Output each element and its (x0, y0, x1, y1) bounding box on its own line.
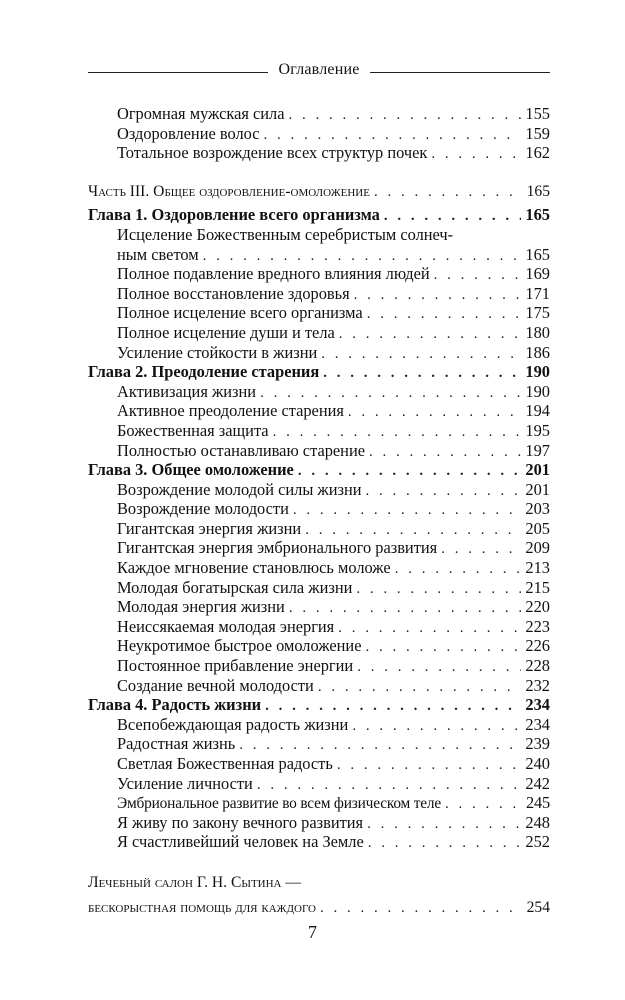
table-of-contents (88, 104, 550, 917)
toc-entry[interactable] (88, 441, 550, 461)
entry-page: 209 (525, 538, 550, 558)
entry-page: 165 (525, 244, 550, 264)
entry-title: Оздоровление волос (117, 123, 260, 143)
toc-entry[interactable] (88, 597, 550, 617)
entry-title: Я счастливейший человек на Земле (117, 832, 364, 852)
entry-title: Возрождение молодости (117, 499, 289, 519)
leader-dots (369, 443, 521, 463)
salon-page: 254 (526, 898, 550, 916)
toc-chapter-heading[interactable] (88, 695, 550, 715)
toc-entry[interactable] (88, 104, 550, 124)
chapter-page: 201 (525, 460, 550, 480)
toc-entry[interactable] (88, 578, 550, 598)
entry-page: 195 (525, 420, 550, 440)
entry-title: Возрождение молодой силы жизни (117, 479, 362, 499)
toc-entry[interactable] (88, 343, 550, 363)
leader-dots (348, 403, 521, 423)
entry-page: 186 (525, 342, 550, 362)
part-title: Часть III. Общее оздоровление-омоложение (88, 182, 370, 200)
chapter-page: 190 (525, 362, 550, 382)
chapter-page: 234 (525, 695, 550, 715)
salon-title-cont: бескорыстная помощь для каждого (88, 898, 317, 916)
toc-chapter-heading[interactable] (88, 460, 550, 480)
entry-title: Полное исцеление всего организма (117, 303, 363, 323)
leader-dots (431, 145, 521, 165)
chapter-title: Глава 1. Оздоровление всего организма (88, 205, 380, 225)
toc-entry[interactable] (88, 143, 550, 163)
toc-entry[interactable] (88, 832, 550, 852)
leader-dots (441, 540, 521, 560)
leader-dots (374, 183, 523, 203)
entry-page: 175 (525, 303, 550, 323)
entry-title: Божественная защита (117, 420, 269, 440)
entry-page: 155 (525, 104, 550, 123)
entry-page: 201 (525, 479, 550, 499)
entry-page: 239 (525, 734, 550, 754)
toc-entry[interactable] (88, 284, 550, 304)
entry-page: 203 (525, 499, 550, 519)
toc-entry-line2[interactable] (88, 245, 550, 265)
entry-page: 234 (525, 714, 550, 734)
entry-page: 169 (525, 264, 550, 284)
entry-title: Я живу по закону вечного развития (117, 812, 364, 832)
leader-dots (339, 325, 522, 345)
toc-entry[interactable] (88, 519, 550, 539)
toc-salon-line1[interactable] (88, 873, 550, 893)
toc-entry[interactable] (88, 382, 550, 402)
entry-page: 242 (525, 773, 550, 793)
entry-page: 180 (525, 322, 550, 342)
toc-chapter-heading[interactable] (88, 205, 550, 225)
toc-entry[interactable] (88, 734, 550, 754)
toc-part-heading[interactable] (88, 182, 550, 202)
entry-page: 162 (525, 143, 550, 163)
toc-entry[interactable] (88, 813, 550, 833)
toc-entry[interactable] (88, 656, 550, 676)
entry-page: 213 (525, 558, 550, 578)
toc-entry-line1[interactable] (88, 225, 550, 245)
toc-entry[interactable] (88, 499, 550, 519)
leader-dots (367, 815, 521, 835)
chapter-title: Глава 4. Радость жизни (88, 695, 262, 715)
entry-title: Гигантская энергия эмбрионального развития (117, 538, 438, 558)
entry-page: 171 (525, 283, 550, 303)
leader-dots (337, 756, 522, 776)
entry-title: Неукротимое быстрое омоложение (117, 636, 362, 656)
toc-entry[interactable] (88, 538, 550, 558)
header-rule-right (370, 72, 550, 73)
entry-page: 240 (525, 754, 550, 773)
toc-entry[interactable] (88, 676, 550, 696)
entry-page: 197 (525, 440, 550, 460)
chapter-title: Глава 3. Общее омоложение (88, 460, 294, 480)
spacer (88, 163, 550, 182)
entry-page: 245 (526, 793, 550, 813)
toc-entry[interactable] (88, 617, 550, 637)
toc-entry[interactable] (88, 793, 550, 813)
toc-entry[interactable] (88, 480, 550, 500)
toc-entry[interactable] (88, 401, 550, 421)
leader-dots (352, 717, 521, 737)
entry-title: Полное исцеление души и тела (117, 322, 335, 342)
entry-title: Светлая Божественная радость (117, 754, 333, 773)
toc-entry[interactable] (88, 421, 550, 441)
entry-title: Тотальное возрождение всех структур почек (117, 143, 428, 163)
leader-dots (365, 638, 521, 658)
entry-page: 220 (525, 597, 550, 617)
entry-title: Постоянное прибавление энергии (117, 656, 354, 676)
entry-title: Неиссякаемая молодая энергия (117, 616, 335, 636)
toc-entry[interactable] (88, 303, 550, 323)
entry-page: 194 (525, 401, 550, 421)
toc-entry[interactable] (88, 715, 550, 735)
leader-dots (293, 501, 522, 521)
chapter-page: 165 (525, 205, 550, 225)
leader-dots (320, 899, 523, 919)
entry-title: Исцеление Божественным серебристым солнеч- (117, 224, 454, 244)
entry-page: 215 (525, 577, 550, 597)
entry-title: Огромная мужская сила (117, 104, 285, 123)
leader-dots (257, 776, 522, 796)
leader-dots (321, 345, 521, 365)
toc-entry[interactable] (88, 558, 550, 578)
header-title: Оглавление (278, 61, 360, 78)
toc-chapter-heading[interactable] (88, 362, 550, 382)
leader-dots (354, 286, 522, 306)
header-rule-left (88, 72, 268, 73)
entry-page: 228 (525, 656, 550, 676)
leader-dots (318, 678, 522, 698)
entry-title: Эмбриональное развитие во всем физическом теле (117, 795, 441, 813)
entry-title: Создание вечной молодости (117, 675, 314, 695)
toc-entry[interactable] (88, 124, 550, 144)
entry-title: Всепобеждающая радость жизни (117, 714, 349, 734)
leader-dots (368, 834, 522, 854)
spacer (88, 852, 550, 873)
entry-page: 223 (525, 616, 550, 636)
toc-salon-line2[interactable] (88, 898, 550, 918)
section-top-list (88, 104, 550, 163)
entry-title: Молодая энергия жизни (117, 597, 285, 617)
toc-entry[interactable] (88, 264, 550, 284)
entry-title: Молодая богатырская сила жизни (117, 577, 353, 597)
toc-entry[interactable] (88, 636, 550, 656)
entry-title: Активное преодоление старения (117, 401, 344, 421)
entry-page: 232 (525, 675, 550, 695)
entry-title: Полное восстановление здоровья (117, 283, 350, 303)
leader-dots (357, 658, 521, 678)
toc-entry[interactable] (88, 774, 550, 794)
salon-title: Лечебный салон Г. Н. Сытина — (88, 873, 301, 891)
running-header (88, 58, 550, 82)
chapter-title: Глава 2. Преодоление старения (88, 362, 320, 382)
entry-title: Усиление стойкости в жизни (117, 342, 318, 362)
entry-page: 226 (525, 636, 550, 656)
entry-page: 190 (525, 381, 550, 401)
toc-entry[interactable] (88, 754, 550, 774)
entry-title: Радостная жизнь (117, 734, 236, 754)
leader-dots (367, 305, 522, 325)
leader-dots (323, 364, 521, 384)
leader-dots (356, 580, 521, 600)
leader-dots (366, 482, 522, 502)
entry-page: 252 (525, 832, 550, 852)
entry-title-cont: ным светом (117, 244, 199, 264)
leader-dots (395, 560, 522, 580)
entry-title: Полное подавление вредного влияния людей (117, 264, 430, 284)
entry-page: 248 (525, 812, 550, 832)
page-number: 7 (308, 922, 317, 942)
leader-dots (445, 795, 522, 815)
leader-dots (434, 266, 522, 286)
entry-title: Полностью останавливаю старение (117, 440, 366, 460)
entry-page: 205 (525, 518, 550, 538)
leader-dots (338, 619, 521, 639)
toc-entry[interactable] (88, 323, 550, 343)
part-page: 165 (526, 182, 550, 200)
entry-title: Гигантская энергия жизни (117, 518, 302, 538)
entry-page: 159 (525, 123, 550, 143)
leader-dots (288, 106, 521, 126)
entry-title: Активизация жизни (117, 381, 257, 401)
entry-title: Усиление личности (117, 773, 253, 793)
entry-title: Каждое мгновение становлюсь моложе (117, 558, 391, 578)
